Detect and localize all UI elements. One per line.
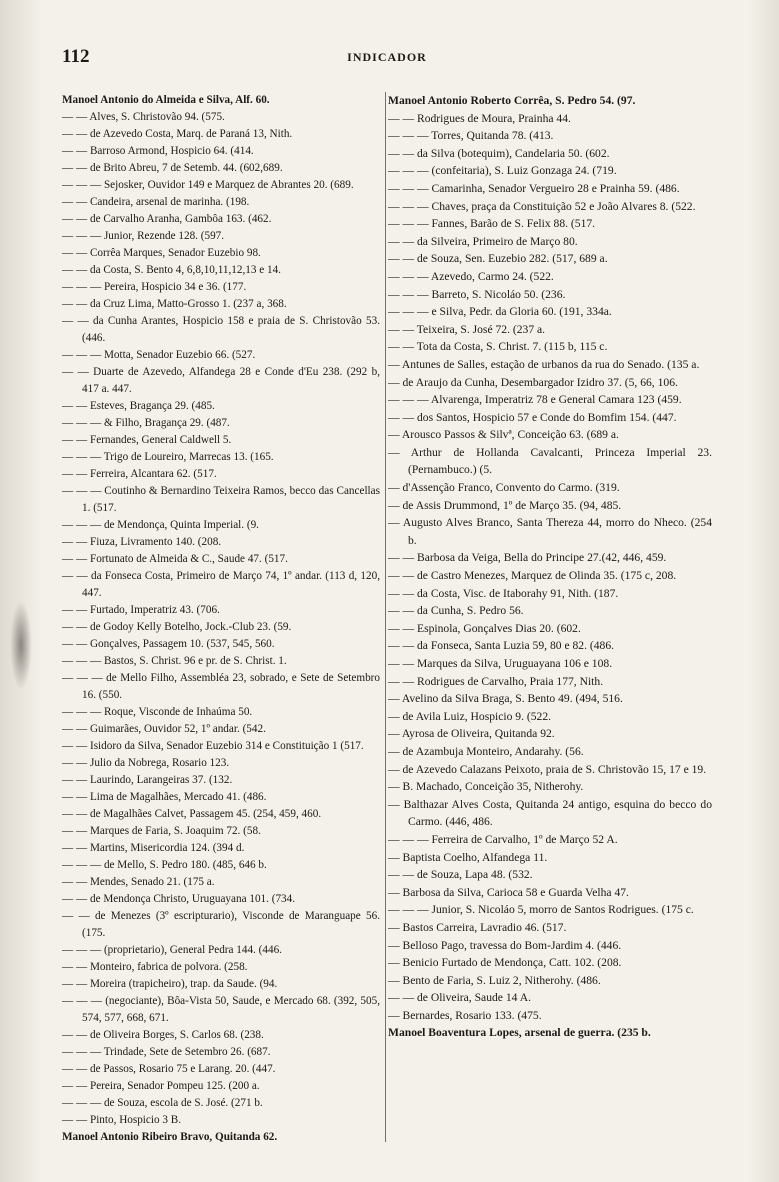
directory-entry: — Belloso Pago, travessa do Bom-Jardim 4. (446. — [388, 938, 622, 952]
directory-entry: — de Avila Luiz, Hospicio 9. (522. — [388, 709, 552, 723]
directory-entry: Manoel Antonio Roberto Corrêa, S. Pedro 54. (97. — [388, 94, 636, 107]
directory-entry: — — de Passos, Rosario 75 e Larang. 20. (447. — [62, 1063, 276, 1075]
directory-entry: — — Teixeira, S. José 72. (237 a. — [388, 322, 546, 336]
directory-entry: — — Rodrigues de Moura, Prainha 44. — [388, 111, 571, 125]
directory-entry: — — — Bastos, S. Christ. 96 e pr. de S. Christ. 1. — [62, 655, 287, 667]
directory-entry: — — da Cunha, S. Pedro 56. — [388, 604, 524, 618]
directory-entry: — — — Coutinho & Bernardino Teixeira Ramos, becco das Cancellas 1. (517. — [62, 485, 380, 514]
page-right-fade — [749, 0, 779, 1182]
directory-entry: — — Monteiro, fabrica de polvora. (258. — [62, 961, 248, 973]
directory-entry: — — Martins, Misericordia 124. (394 d. — [62, 842, 245, 854]
directory-entry: — — de Menezes (3º escripturario), Visconde de Maranguape 56. (175. — [62, 910, 380, 939]
directory-entry: — — Fiuza, Livramento 140. (208. — [62, 536, 222, 548]
directory-entry: — Barbosa da Silva, Carioca 58 e Guarda Velha 47. — [388, 885, 629, 899]
page-edge-blot — [10, 600, 32, 690]
directory-entry: — Antunes de Salles, estação de urbanos da rua do Senado. (135 a. — [388, 357, 700, 371]
directory-entry: — Arthur de Hollanda Cavalcanti, Princeza Imperial 23. (Pernambuco.) (5. — [388, 445, 712, 477]
directory-entry: — — da Silveira, Primeiro de Março 80. — [388, 234, 578, 248]
directory-entry: — Ayrosa de Oliveira, Quitanda 92. — [388, 727, 555, 741]
directory-entry: — — Barbosa da Veiga, Bella do Principe 27.(42, 446, 459. — [388, 551, 667, 565]
directory-entry: — — — de Mello Filho, Assembléa 23, sobrado, e Sete de Setembro 16. (550. — [62, 672, 380, 701]
directory-entry: — Augusto Alves Branco, Santa Thereza 44, morro do Nheco. (254 b. — [388, 516, 712, 547]
column-divider — [385, 92, 386, 1142]
directory-entry: — — Pereira, Senador Pompeu 125. (200 a. — [62, 1080, 260, 1092]
directory-entry: — — — de Mello, S. Pedro 180. (485, 646 b. — [62, 859, 267, 871]
directory-entry: — de Araujo da Cunha, Desembargador Izidro 37. (5, 66, 106. — [388, 375, 678, 389]
directory-entry: — — — Roque, Visconde de Inhaúma 50. — [62, 706, 253, 718]
page-header — [62, 46, 712, 72]
directory-entry: — — — Sejosker, Ouvidor 149 e Marquez de Abrantes 20. (689. — [62, 179, 354, 191]
directory-entry: — — Candeira, arsenal de marinha. (198. — [62, 196, 250, 208]
directory-entry: — — Espinola, Gonçalves Dias 20. (602. — [388, 621, 581, 635]
directory-entry: — — — Trindade, Sete de Setembro 26. (687. — [62, 1046, 271, 1058]
directory-entry: — — Furtado, Imperatriz 43. (706. — [62, 604, 220, 616]
directory-entry: — — — (proprietario), General Pedra 144. (446. — [62, 944, 282, 956]
left-column — [62, 92, 380, 1146]
directory-entry: — — de Castro Menezes, Marquez de Olinda 35. (175 c, 208. — [388, 569, 677, 583]
directory-entry: — — Fernandes, General Caldwell 5. — [62, 434, 232, 446]
directory-entry: — — Julio da Nobrega, Rosario 123. — [62, 757, 230, 769]
directory-entry: — — de Brito Abreu, 7 de Setemb. 44. (602,689. — [62, 162, 283, 174]
directory-entry: — — da Silva (botequim), Candelaria 50. (602. — [388, 146, 610, 160]
directory-entry: — — — (confeitaria), S. Luiz Gonzaga 24. (719. — [388, 164, 617, 178]
directory-entry: — — — Junior, Rezende 128. (597. — [62, 230, 225, 242]
directory-entry: — — de Carvalho Aranha, Gambôa 163. (462. — [62, 213, 272, 225]
directory-entry: — — — de Souza, escola de S. José. (271 b. — [62, 1097, 263, 1109]
page-edge-stain — [0, 0, 42, 1182]
directory-entry: — — Rodrigues de Carvalho, Praia 177, Nith. — [388, 674, 604, 688]
directory-entry: — — de Oliveira Borges, S. Carlos 68. (238. — [62, 1029, 264, 1041]
directory-entry: — — Marques de Faria, S. Joaquim 72. (58. — [62, 825, 261, 837]
directory-entry: — — Gonçalves, Passagem 10. (537, 545, 560. — [62, 638, 275, 650]
directory-entry: — — Moreira (trapicheiro), trap. da Saude. (94. — [62, 978, 278, 990]
directory-entry: — — — Pereira, Hospicio 34 e 36. (177. — [62, 281, 247, 293]
directory-entry: — — — Chaves, praça da Constituição 52 e João Alvares 8. (522. — [388, 199, 696, 213]
directory-entry: — — Marques da Silva, Uruguayana 106 e 108. — [388, 657, 613, 670]
directory-entry: — — da Costa, Visc. de Itaborahy 91, Nith. (187. — [388, 586, 619, 600]
directory-entry: — — — (negociante), Bôa-Vista 50, Saude, e Mercado 68. (392, 505, 574, 577, 668, 671. — [62, 995, 380, 1024]
directory-entry: Manoel Antonio do Almeida e Silva, Alf. 60. — [62, 94, 270, 106]
directory-entry: — Balthazar Alves Costa, Quitanda 24 antigo, esquina do becco do Carmo. (446, 486. — [388, 797, 712, 829]
page-number: 112 — [62, 46, 90, 67]
directory-entry: — — — Junior, S. Nicoláo 5, morro de Santos Rodrigues. (175 c. — [388, 903, 694, 917]
directory-entry: — — Isidoro da Silva, Senador Euzebio 314 e Constituição 1 (517. — [62, 740, 364, 752]
directory-entry: — — Duarte de Azevedo, Alfandega 28 e Conde d'Eu 238. (292 b, 417 a. 447. — [62, 366, 380, 395]
directory-entry: — — Fortunato de Almeida & C., Saude 47. (517. — [62, 553, 288, 565]
directory-entry: — — — Camarinha, Senador Vergueiro 28 e Prainha 59. (486. — [388, 181, 680, 195]
directory-entry: — — — Ferreira de Carvalho, 1º de Março 52 A. — [388, 832, 618, 846]
directory-entry: — — Ferreira, Alcantara 62. (517. — [62, 468, 217, 480]
directory-entry: — — — Barreto, S. Nicoláo 50. (236. — [388, 287, 566, 301]
directory-entry: — Benicio Furtado de Mendonça, Catt. 102. (208. — [388, 956, 622, 970]
running-title: INDICADOR — [347, 50, 427, 64]
directory-entry: — — da Cruz Lima, Matto-Grosso 1. (237 a, 368. — [62, 298, 287, 310]
directory-entry: — Avelino da Silva Braga, S. Bento 49. (494, 516. — [388, 692, 623, 706]
directory-entry: — — dos Santos, Hospicio 57 e Conde do Bomfim 154. (447. — [388, 410, 677, 424]
directory-entry: — — Barroso Armond, Hospicio 64. (414. — [62, 145, 254, 157]
directory-entry: — Baptista Coelho, Alfandega 11. — [388, 850, 548, 864]
directory-entry: — — de Azevedo Costa, Marq. de Paraná 13, Nith. — [62, 128, 293, 140]
directory-entry: — — de Godoy Kelly Botelho, Jock.-Club 23. (59. — [62, 621, 292, 633]
directory-entry: — — da Fonseca Costa, Primeiro de Março 74, 1º andar. (113 d, 120, 447. — [62, 570, 380, 599]
directory-entry: — — — Motta, Senador Euzebio 66. (527. — [62, 349, 256, 361]
directory-entry: — d'Assenção Franco, Convento do Carmo. (319. — [388, 481, 620, 495]
directory-entry: — — — & Filho, Bragança 29. (487. — [62, 417, 230, 429]
directory-entry: — — de Magalhães Calvet, Passagem 45. (254, 459, 460. — [62, 808, 322, 820]
directory-entry: — de Azevedo Calazans Peixoto, praia de S. Christovão 15, 17 e 19. — [388, 762, 707, 776]
directory-entry: — — de Souza, Lapa 48. (532. — [388, 868, 533, 882]
directory-entry: — — da Cunha Arantes, Hospicio 158 e praia de S. Christovão 53. (446. — [62, 315, 380, 344]
directory-entry: — Arousco Passos & Silvª, Conceição 63. (689 a. — [388, 428, 619, 442]
directory-entry: — — Esteves, Bragança 29. (485. — [62, 400, 215, 412]
directory-entry: — de Assis Drummond, 1º de Março 35. (94, 485. — [388, 498, 622, 512]
directory-entry: — — — Trigo de Loureiro, Marrecas 13. (165. — [62, 451, 274, 463]
directory-entry: — — — Fannes, Barão de S. Felix 88. (517. — [388, 217, 596, 231]
directory-entry: — — — Alvarenga, Imperatriz 78 e General Camara 123 (459. — [388, 393, 682, 407]
directory-entry: — Bento de Faria, S. Luiz 2, Nitherohy. (486. — [388, 973, 601, 987]
directory-entry: — — de Mendonça Christo, Uruguayana 101. (734. — [62, 893, 296, 905]
directory-entry: — — — de Mendonça, Quinta Imperial. (9. — [62, 519, 259, 531]
directory-entry: Manoel Boaventura Lopes, arsenal de guerra. (235 b. — [388, 1026, 651, 1040]
directory-entry: — — Pinto, Hospicio 3 B. — [62, 1114, 182, 1126]
directory-entry: Manoel Antonio Ribeiro Bravo, Quitanda 62. — [62, 1131, 278, 1143]
directory-entry: — de Azambuja Monteiro, Andarahy. (56. — [388, 744, 584, 758]
directory-entry: — — — Azevedo, Carmo 24. (522. — [388, 269, 554, 283]
directory-entry: — — da Costa, S. Bento 4, 6,8,10,11,12,13 e 14. — [62, 264, 281, 276]
directory-entry: — — de Oliveira, Saude 14 A. — [388, 991, 531, 1005]
directory-entry: — — — e Silva, Pedr. da Gloria 60. (191, 334a. — [388, 305, 612, 319]
directory-entry: — — Tota da Costa, S. Christ. 7. (115 b, 115 c. — [388, 340, 608, 354]
directory-entry: — B. Machado, Conceição 35, Nitherohy. — [388, 780, 584, 794]
directory-entry: — Bernardes, Rosario 133. (475. — [388, 1008, 542, 1022]
directory-entry: — — Guimarães, Ouvidor 52, 1º andar. (542. — [62, 723, 266, 735]
directory-entry: — Bastos Carreira, Lavradio 46. (517. — [388, 920, 567, 934]
right-column — [388, 92, 712, 1042]
directory-entry: — — Corrêa Marques, Senador Euzebio 98. — [62, 247, 261, 259]
directory-entry: — — — Torres, Quitanda 78. (413. — [388, 129, 554, 143]
directory-entry: — — Lima de Magalhães, Mercado 41. (486. — [62, 791, 267, 803]
directory-entry: — — de Souza, Sen. Euzebio 282. (517, 689 a. — [388, 252, 608, 266]
directory-entry: — — da Fonseca, Santa Luzia 59, 80 e 82. (486. — [388, 639, 615, 653]
directory-entry: — — Alves, S. Christovão 94. (575. — [62, 111, 225, 123]
directory-entry: — — Laurindo, Larangeiras 37. (132. — [62, 774, 233, 786]
directory-entry: — — Mendes, Senado 21. (175 a. — [62, 876, 215, 888]
